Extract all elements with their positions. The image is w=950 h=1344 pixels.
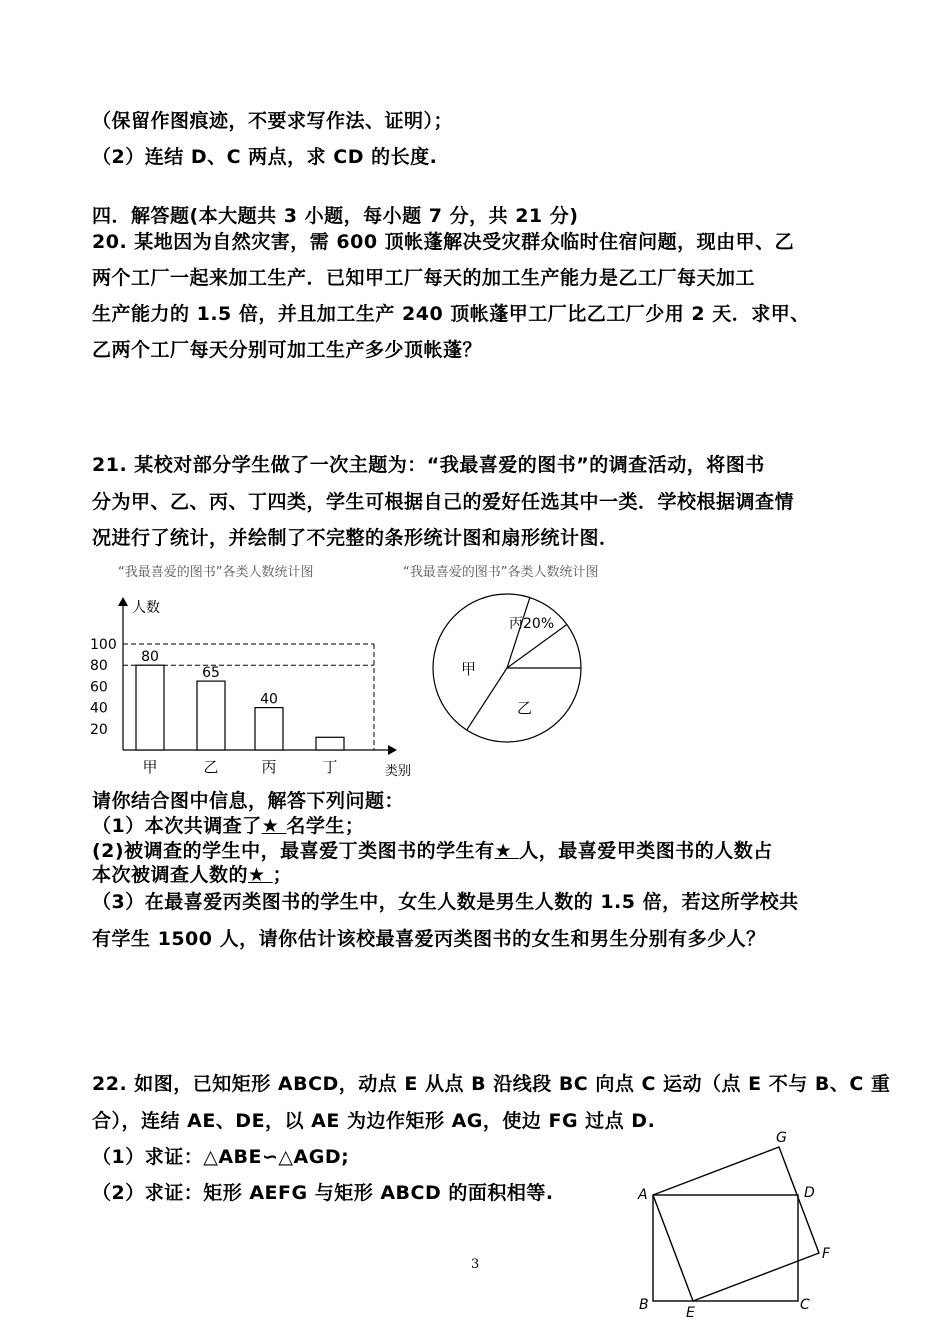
pie-chart [425, 590, 595, 760]
question-21-line: 分为甲、乙、丙、丁四类，学生可根据自己的爱好任选其中一类．学校根据调查情 [92, 491, 795, 513]
question-21-line: 况进行了统计，并绘制了不完整的条形统计图和扇形统计图． [92, 527, 619, 549]
x-tick-label: 甲 [142, 758, 158, 776]
answer-blank: ★ [494, 840, 520, 862]
question-20-line: 20. 某地因为自然灾害，需 600 顶帐蓬解决受灾群众临时住宿问题，现由甲、乙 [92, 231, 795, 253]
question-21-part-2 [92, 838, 773, 864]
data-label: 65 [202, 665, 220, 682]
section-heading: 四．解答题(本大题共 3 小题，每小题 7 分，共 21 分) [92, 205, 579, 227]
data-label: 40 [260, 691, 278, 708]
question-21-part-1 [92, 813, 364, 839]
question-22-part-1: （1）求证：△ABE∽△AGD; [92, 1146, 350, 1168]
bar [255, 708, 283, 750]
pie-label-jia: 甲 [461, 660, 477, 678]
point-label-c: C [800, 1297, 810, 1313]
pie-label-bing: 丙20% [509, 616, 555, 632]
y-tick-label: 60 [90, 679, 108, 696]
text: 本次被调查人数的 [92, 864, 249, 886]
bar-chart [86, 590, 426, 785]
rectangle-aefg [653, 1147, 819, 1301]
text: 人，最喜爱甲类图书的人数占 [519, 840, 773, 862]
point-label-f: F [822, 1246, 831, 1262]
text-line: （保留作图痕迹，不要求写作法、证明）； [92, 110, 454, 132]
question-21-line: 请你结合图中信息，解答下列问题： [92, 790, 405, 812]
bar [316, 737, 344, 750]
question-20-line: 两个工厂一起来加工生产．已知甲工厂每天的加工生产能力是乙工厂每天加工 [92, 267, 756, 289]
point-label-g: G [776, 1130, 787, 1146]
point-label-d: D [804, 1185, 815, 1201]
y-tick-label: 20 [90, 721, 108, 738]
question-21-part-2-cont [92, 862, 292, 888]
point-label-e: E [686, 1305, 695, 1321]
x-axis-arrow [388, 745, 397, 755]
question-21-line: 21. 某校对部分学生做了一次主题为：“我最喜爱的图书”的调查活动，将图书 [92, 454, 765, 476]
x-tick-label: 丁 [322, 758, 338, 776]
question-22-line: 22. 如图，已知矩形 ABCD，动点 E 从点 B 沿线段 BC 向点 C 运动（点 E 不与 B、C 重 [92, 1073, 891, 1095]
answer-blank: ★ [248, 864, 273, 886]
bar [197, 681, 225, 750]
question-22-part-2: （2）求证：矩形 AEFG 与矩形 ABCD 的面积相等. [92, 1182, 554, 1204]
question-20-line: 生产能力的 1.5 倍，并且加工生产 240 顶帐蓬甲工厂比乙工厂少用 2 天．求甲、 [92, 303, 810, 325]
question-21-line: 有学生 1500 人，请你估计该校最喜爱丙类图书的女生和男生分别有多少人？ [92, 928, 766, 950]
question-21-line: （3）在最喜爱丙类图书的学生中，女生人数是男生人数的 1.5 倍，若这所学校共 [92, 891, 799, 913]
page-number: 3 [471, 1257, 480, 1272]
bar [136, 665, 164, 750]
pie-chart-caption: “我最喜爱的图书”各类人数统计图 [403, 565, 599, 580]
question-20-line: 乙两个工厂每天分别可加工生产多少顶帐蓬？ [92, 339, 483, 361]
y-tick-label: 80 [90, 658, 108, 675]
x-tick-label: 丙 [261, 758, 277, 776]
text: 名学生； [286, 815, 365, 837]
text: (2)被调查的学生中，最喜爱丁类图书的学生有 [92, 840, 495, 862]
text: ； [272, 864, 293, 886]
x-axis-label: 类别 [385, 764, 412, 779]
point-label-b: B [639, 1297, 649, 1313]
text: （1）本次共调查了 [92, 815, 262, 837]
y-axis-label: 人数 [132, 600, 160, 616]
question-22-line: 合），连结 AE、DE，以 AE 为边作矩形 AG，使边 FG 过点 D. [92, 1110, 656, 1132]
y-tick-label: 40 [90, 700, 108, 717]
rectangle-abcd [653, 1195, 798, 1301]
data-label: 80 [141, 649, 159, 666]
y-axis-arrow [118, 597, 128, 606]
segment-ed [693, 1195, 798, 1301]
pie-label-yi: 乙 [517, 699, 533, 717]
bar-chart-caption: “我最喜爱的图书”各类人数统计图 [118, 565, 314, 580]
rectangle-figure [630, 1125, 840, 1325]
y-tick-label: 100 [90, 637, 117, 653]
x-tick-label: 乙 [203, 758, 219, 776]
text-line: （2）连结 D、C 两点，求 CD 的长度. [92, 146, 438, 168]
point-label-a: A [638, 1187, 648, 1203]
answer-blank: ★ [261, 815, 287, 837]
